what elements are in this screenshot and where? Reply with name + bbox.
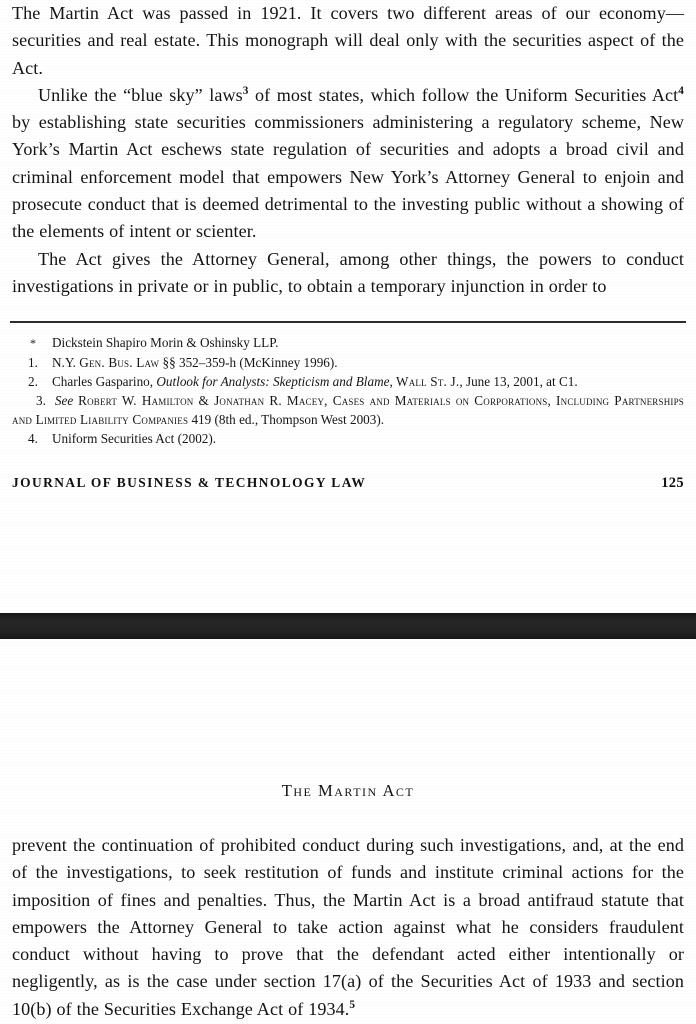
page-header-the-martin-act: The Martin Act [281,781,415,800]
footnote-2 [12,373,684,391]
footnote-marker: 2. [28,374,38,390]
upper-page-body-text [0,0,696,300]
running-footer [0,475,696,492]
scan-gutter-band [0,613,696,639]
footnote-3 [12,392,684,429]
blue-sky-tail: by establishing state securities commissioners administering a regulatory scheme, New York’s Martin Act eschews state regulation of securities and adopts a broad civil and criminal enforcement model that empowers New York’s Attorney General to enjoin and prosecute conduct that is deemed detrimental to the investing public without a showing of the elements of intent or scienter. [12,112,684,242]
page-number: 125 [661,474,684,491]
footnote-ref-4: 4 [678,84,684,97]
lower-page-body-text [0,832,696,1023]
blue-sky-mid: of most states, which follow the Uniform Securities Act [248,84,679,105]
journal-title: JOURNAL OF BUSINESS & TECHNOLOGY LAW [12,474,367,490]
footnote-text-pre: N.Y. [52,354,80,370]
paragraph-martin-act-passed: The Martin Act was passed in 1921. It covers two different areas of our economy—securities and real estate. This monograph will deal only with the securities aspect of the Act. [12,3,684,78]
footnote-text-post: 419 (8th ed., Thompson West 2003). [188,411,385,427]
footnote-text-mid: , [389,374,397,390]
footnote-text-post: §§ 352–359-h (McKinney 1996). [159,354,338,370]
prevent-paragraph-text: prevent the continuation of prohibited conduct during such investigations, and, at the end of the investigations, to seek restitution of funds and institute criminal actions for the imposition of fines and penalties. Thus, the Martin Act is a broad antifraud statute that empowers the Attorney General to take action against what he considers fraudulent conduct without having to prove that the defendant acted either intentionally or negligently, as is the case under section 17(a) of the Securities Act of 1933 and section 10(b) of the Securities Exchange Act of 1934. [12,835,684,1019]
footnote-text: Uniform Securities Act (2002). [52,431,217,447]
paragraph-act-gives-attorney-general: The Act gives the Attorney General, among other things, the powers to conduct investigations in private or in public, to obtain a temporary injunction in order to [12,248,684,296]
blue-sky-lead: Unlike the “blue sky” laws [38,84,243,105]
footnote-marker: * [30,336,36,351]
footnote-text: Dickstein Shapiro Morin & Oshinsky LLP. [52,335,279,351]
upper-page-fragment [0,0,696,492]
footnote-ref-3: 3 [242,84,249,97]
lower-page-fragment [0,639,696,1023]
footnote-smallcaps-citation: Wall St. J. [396,374,460,390]
footnote-ref-5: 5 [349,998,356,1011]
footnote-star [12,334,684,352]
footnote-marker: 1. [28,354,38,370]
footnote-italic-title: Outlook for Analysts: Skepticism and Blame [156,374,390,390]
footnote-separator-rule [10,321,686,323]
footnote-smallcaps-citation: Robert W. Hamilton & Jonathan R. Macey, Cases and Materials on Corporations, Including Partnerships and Limited Liability Companies [12,393,685,427]
paragraph-blue-sky-laws [12,82,684,246]
footnote-signal-see: See [54,393,74,409]
footnote-smallcaps-citation: Gen. Bus. Law [79,354,160,370]
footnote-marker: 4. [28,431,38,447]
footnote-1 [12,354,684,372]
footnotes-section [0,334,696,448]
footnote-text-pre: Charles Gasparino, [52,374,157,390]
paragraph-prevent-continuation [12,832,684,1023]
footnote-marker: 3. [36,393,46,409]
footnote-text-post: , June 13, 2001, at C1. [459,374,578,390]
footnote-4 [12,430,684,448]
